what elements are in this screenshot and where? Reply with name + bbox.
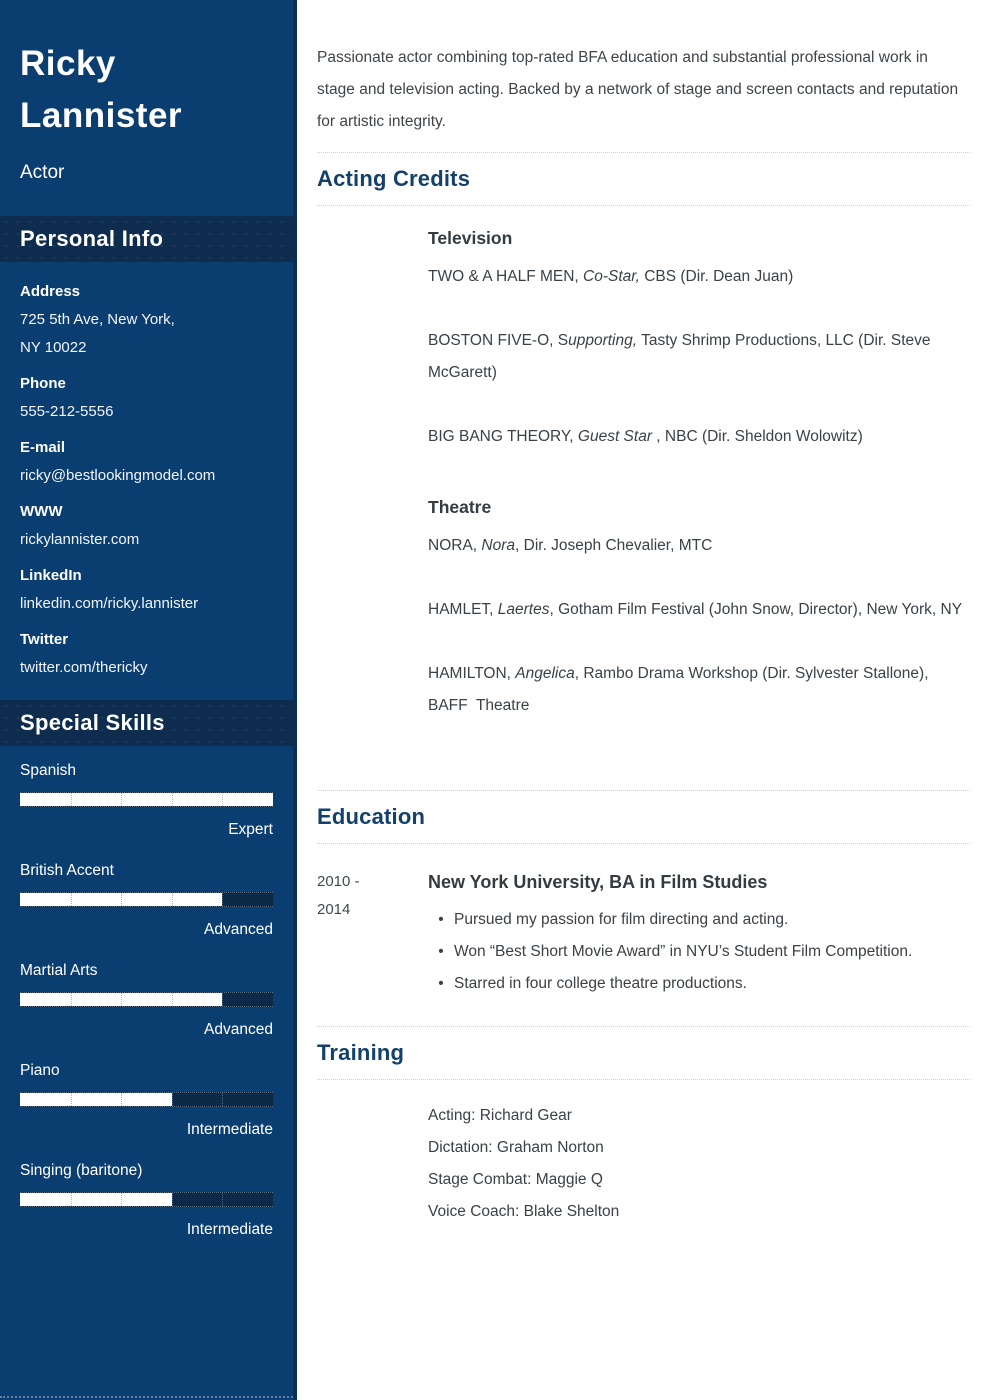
contact-field: [20, 278, 273, 362]
contact-field-label: WWW: [20, 503, 63, 520]
skill-item: [20, 860, 273, 941]
skill-bar-fill: [20, 1093, 172, 1106]
credit-entry-segment: BOSTON FIVE-O, S: [428, 332, 569, 349]
credits-date-gutter: [317, 228, 428, 485]
credits-group-content: [428, 497, 970, 754]
credit-entry-segment: HAMILTON,: [428, 665, 516, 682]
skill-bar: [20, 1092, 273, 1107]
skill-bar-tick: [222, 1193, 223, 1206]
skill-bar-tick: [71, 893, 72, 906]
credits-group-subheading: Theatre: [428, 497, 492, 517]
contact-field: [20, 370, 273, 426]
skill-name: Martial Arts: [20, 962, 98, 979]
credits-group: [317, 497, 970, 754]
contact-field-value: NY 10022: [20, 339, 87, 356]
contact-field-value: 555-212-5556: [20, 403, 114, 420]
credit-entry-segment: CBS (Dir. Dean Juan): [639, 268, 794, 285]
credit-entry-segment: upporting,: [568, 332, 638, 349]
skill-bar: [20, 792, 273, 807]
skill-bar-tick: [121, 1193, 122, 1206]
credits-date-gutter: [317, 497, 428, 754]
education-bullet: [428, 904, 970, 936]
education-bullet-text: Won “Best Short Movie Award” in NYU’s Student Film Competition.: [454, 943, 913, 960]
skill-bar-tick: [222, 893, 223, 906]
skill-name: British Accent: [20, 862, 114, 879]
contact-field-value: ricky@bestlookingmodel.com: [20, 467, 216, 484]
skill-bar-tick: [121, 893, 122, 906]
skill-item: [20, 760, 273, 841]
education-dates: [317, 868, 428, 1000]
credit-entry-segment: , Rambo Drama Workshop (Dir. Sylvester Stallone), BAFF Theatre: [428, 665, 933, 714]
credit-entry-segment: TWO & A HALF MEN,: [428, 268, 584, 285]
acting-credits-heading: Acting Credits: [317, 166, 471, 191]
credit-entry-segment: Co-Star,: [583, 268, 640, 285]
education-heading: Education: [317, 804, 426, 829]
skill-level-label: Intermediate: [186, 1221, 273, 1238]
summary-text: Passionate actor combining top-rated BFA education and substantial professional work in stage and television acting. Backed by a network of stage and screen contacts and reputation for artistic integrity.: [317, 49, 959, 130]
education-date-line: 2010 -: [317, 873, 360, 890]
resume-main: [297, 0, 990, 1228]
credits-group-content: [428, 228, 970, 485]
credit-entry-segment: Laertes: [497, 601, 550, 618]
credit-entry-segment: BIG BANG THEORY,: [428, 428, 578, 445]
skill-bar-tick: [172, 893, 173, 906]
skill-bar-tick: [172, 793, 173, 806]
acting-credits-header: [317, 152, 970, 206]
training-item: Acting: Richard Gear: [428, 1107, 572, 1124]
skill-bar-tick: [121, 793, 122, 806]
skill-bar-fill: [20, 1193, 172, 1206]
skill-bar-tick: [172, 1193, 173, 1206]
skill-bar-tick: [222, 1093, 223, 1106]
skill-name: Piano: [20, 1062, 60, 1079]
credit-entry-segment: Guest Star: [577, 428, 657, 445]
skill-bar: [20, 992, 273, 1007]
skill-bar: [20, 892, 273, 907]
skill-name: Singing (baritone): [20, 1162, 143, 1179]
training-heading: Training: [317, 1040, 405, 1065]
education-bullet-text: Pursued my passion for film directing and acting.: [454, 911, 789, 928]
credit-entry-segment: , Dir. Joseph Chevalier, MTC: [515, 537, 713, 554]
skill-bar-tick: [71, 793, 72, 806]
training-item: Stage Combat: Maggie Q: [428, 1171, 603, 1188]
credit-entry-segment: Angelica: [515, 665, 575, 682]
training-header: [317, 1026, 970, 1080]
contact-field-label: Address: [20, 283, 81, 300]
education-header: [317, 790, 970, 844]
skill-bar-tick: [172, 993, 173, 1006]
skill-bar-tick: [222, 993, 223, 1006]
education-bullet: [428, 968, 970, 1000]
credit-entry: [428, 421, 970, 453]
credit-entry-segment: HAMLET,: [428, 601, 498, 618]
credit-entry-segment: , Gotham Film Festival (John Snow, Director), New York, NY: [549, 601, 963, 618]
training-item: Dictation: Graham Norton: [428, 1139, 604, 1156]
training-item: Voice Coach: Blake Shelton: [428, 1203, 620, 1220]
candidate-name: Ricky Lannister: [20, 44, 183, 135]
skill-bar-tick: [121, 1093, 122, 1106]
skill-bar-tick: [71, 1093, 72, 1106]
skill-level-label: Expert: [228, 821, 273, 838]
bullet-dot: •: [438, 911, 444, 928]
contact-field: [20, 434, 273, 490]
sidebar: [0, 0, 297, 1400]
credit-entry-segment: Nora: [481, 537, 516, 554]
bullet-dot: •: [438, 943, 444, 960]
bullet-dot: •: [438, 975, 444, 992]
credit-entry-segment: NORA,: [428, 537, 482, 554]
contact-field-label: Twitter: [20, 631, 69, 648]
education-row: [317, 868, 970, 1000]
education-bullet-text: Starred in four college theatre productions.: [454, 975, 747, 992]
contact-field: [20, 498, 273, 554]
skill-level-label: Advanced: [204, 1021, 273, 1038]
special-skills-section-header: [0, 700, 293, 746]
skill-level-label: Intermediate: [186, 1121, 273, 1138]
skill-bar-fill: [20, 793, 273, 806]
contact-field-label: E-mail: [20, 439, 66, 456]
skill-bar-tick: [71, 993, 72, 1006]
contact-field-value: rickylannister.com: [20, 531, 140, 548]
skill-bar-tick: [121, 993, 122, 1006]
personal-info-section-header: [0, 216, 293, 262]
education-bullets: [428, 904, 970, 1000]
skill-bar-tick: [222, 793, 223, 806]
credit-entry: [428, 530, 970, 562]
training-list: [428, 1100, 970, 1228]
credit-entry-segment: , NBC (Dir. Sheldon Wolowitz): [656, 428, 863, 445]
education-degree: New York University, BA in Film Studies: [428, 872, 768, 892]
contact-field-label: Phone: [20, 375, 66, 392]
credit-entry: [428, 594, 970, 626]
skill-bar-tick: [172, 1093, 173, 1106]
training-date-gutter: [317, 1100, 428, 1228]
contact-field-value: linkedin.com/ricky.lannister: [20, 595, 199, 612]
contact-field: [20, 626, 273, 682]
contact-field-value: 725 5th Ave, New York,: [20, 311, 175, 328]
skill-item: [20, 1060, 273, 1141]
contact-field-label: LinkedIn: [20, 567, 82, 584]
education-content: [428, 868, 970, 1000]
skill-bar-tick: [71, 1193, 72, 1206]
training-row: [317, 1100, 970, 1228]
credit-entry-segment: Tasty Shrimp Productions, LLC (Dir. Steve McGarett): [428, 332, 935, 381]
skill-item: [20, 960, 273, 1041]
personal-info-list: [0, 262, 293, 682]
credit-entry: [428, 658, 970, 722]
skill-level-label: Advanced: [204, 921, 273, 938]
acting-credits-body: [317, 228, 970, 754]
credit-entry: [428, 325, 970, 389]
credits-group: [317, 228, 970, 485]
contact-field-value: twitter.com/thericky: [20, 659, 148, 676]
personal-info-heading: Personal Info: [20, 226, 164, 251]
education-date-line: 2014: [317, 901, 351, 918]
credit-entry: [428, 261, 970, 293]
contact-field: [20, 562, 273, 618]
credits-group-subheading: Television: [428, 228, 513, 248]
skill-name: Spanish: [20, 762, 77, 779]
skills-list: [0, 746, 293, 1241]
candidate-title: Actor: [20, 162, 65, 183]
education-bullet: [428, 936, 970, 968]
special-skills-heading: Special Skills: [20, 710, 165, 735]
skill-bar: [20, 1192, 273, 1207]
skill-item: [20, 1160, 273, 1241]
